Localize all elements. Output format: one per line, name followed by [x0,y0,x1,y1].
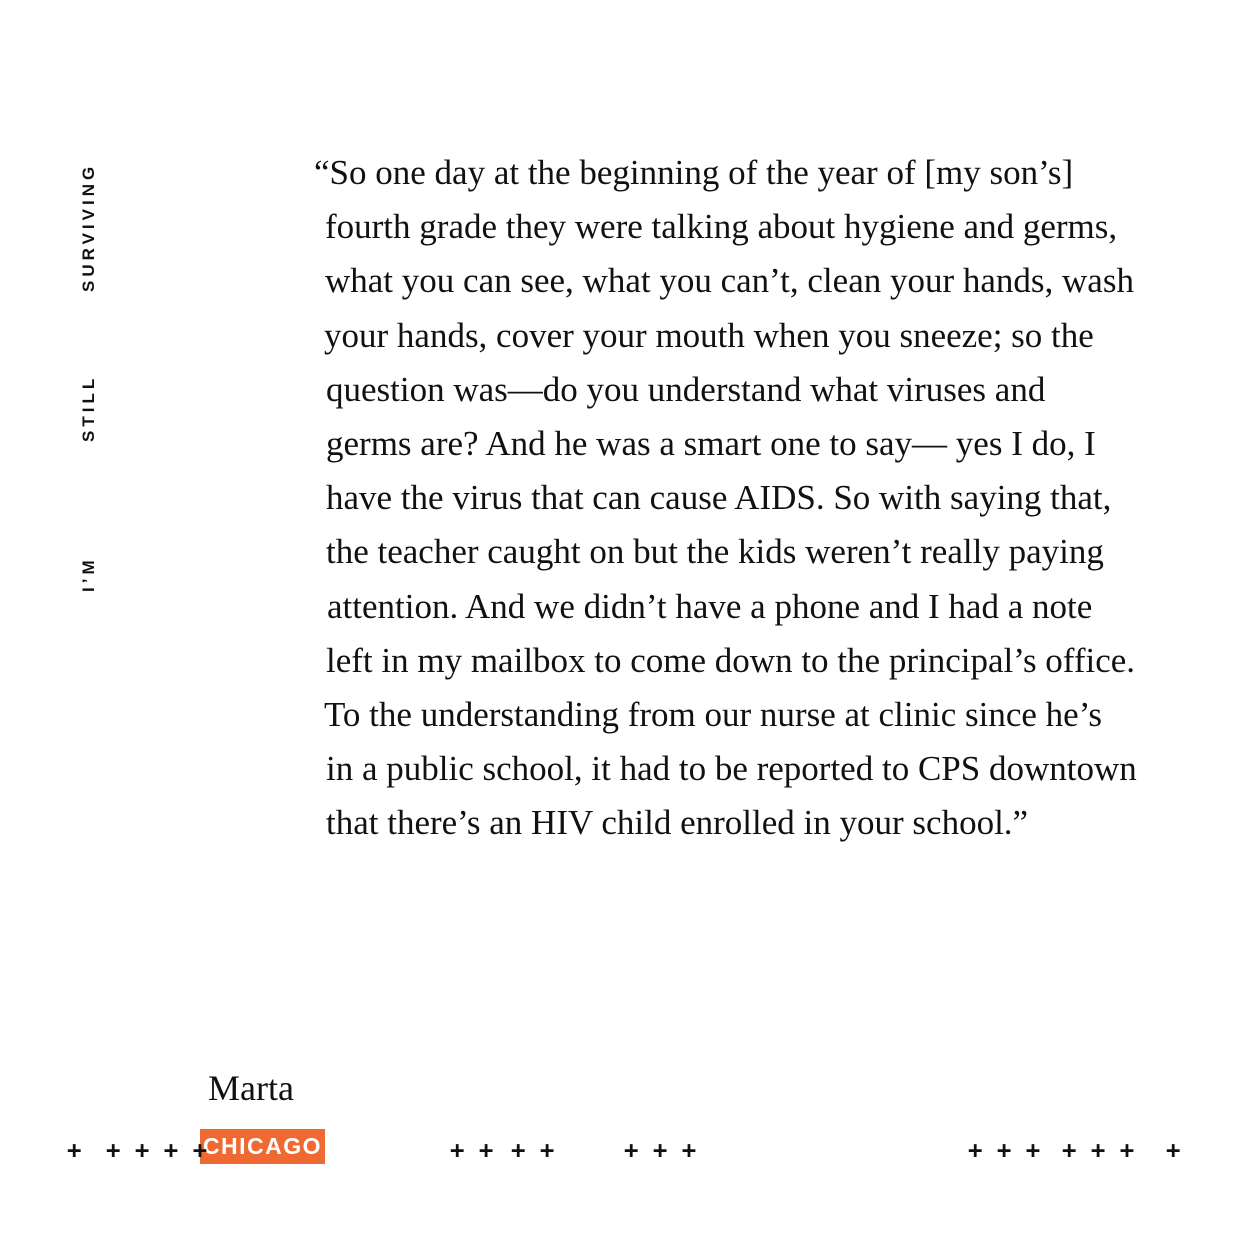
vertical-title-im: I’M [79,556,98,592]
plus-decoration: + + [511,1136,555,1164]
attribution-name: Marta [208,1068,294,1108]
quote-line: the teacher caught on but the kids weren’t really paying [326,532,1104,572]
city-badge: CHICAGO [200,1129,325,1164]
quote-line: “So one day at the beginning of the year of [my son’s] [314,153,1074,192]
plus-decoration: + + + [968,1136,1041,1164]
quote-line: have the virus that can cause AIDS. So with saying that, [326,478,1112,518]
quote-line: germs are? And he was a smart one to say— yes I do, I [326,424,1096,464]
plus-decoration: + + [450,1136,494,1164]
plus-decoration: + + + [624,1136,697,1164]
quote-line: left in my mailbox to come down to the principal’s office. [326,640,1136,680]
quote-line: fourth grade they were talking about hygiene and germs, [325,207,1118,247]
vertical-title-still: STILL [79,374,98,442]
plus-decoration: + [1166,1136,1181,1164]
vertical-title-surviving: SURVIVING [79,162,98,292]
quote-line: attention. And we didn’t have a phone and I had a note [327,586,1093,626]
plus-decoration: + + + [1062,1136,1135,1164]
quote-line: what you can see, what you can’t, clean your hands, wash [325,261,1134,301]
quote-line: To the understanding from our nurse at clinic since he’s [324,695,1103,735]
quote-text [314,146,1214,851]
quote-line: your hands, cover your mouth when you sneeze; so the [324,315,1094,355]
quote-line: question was—do you understand what viruses and [326,369,1046,409]
quote-line: in a public school, it had to be reported to CPS downtown [326,749,1137,789]
quote-line: that there’s an HIV child enrolled in your school.” [326,803,1029,843]
plus-decoration: + + + + [106,1136,208,1164]
plus-decoration: + [67,1136,82,1164]
